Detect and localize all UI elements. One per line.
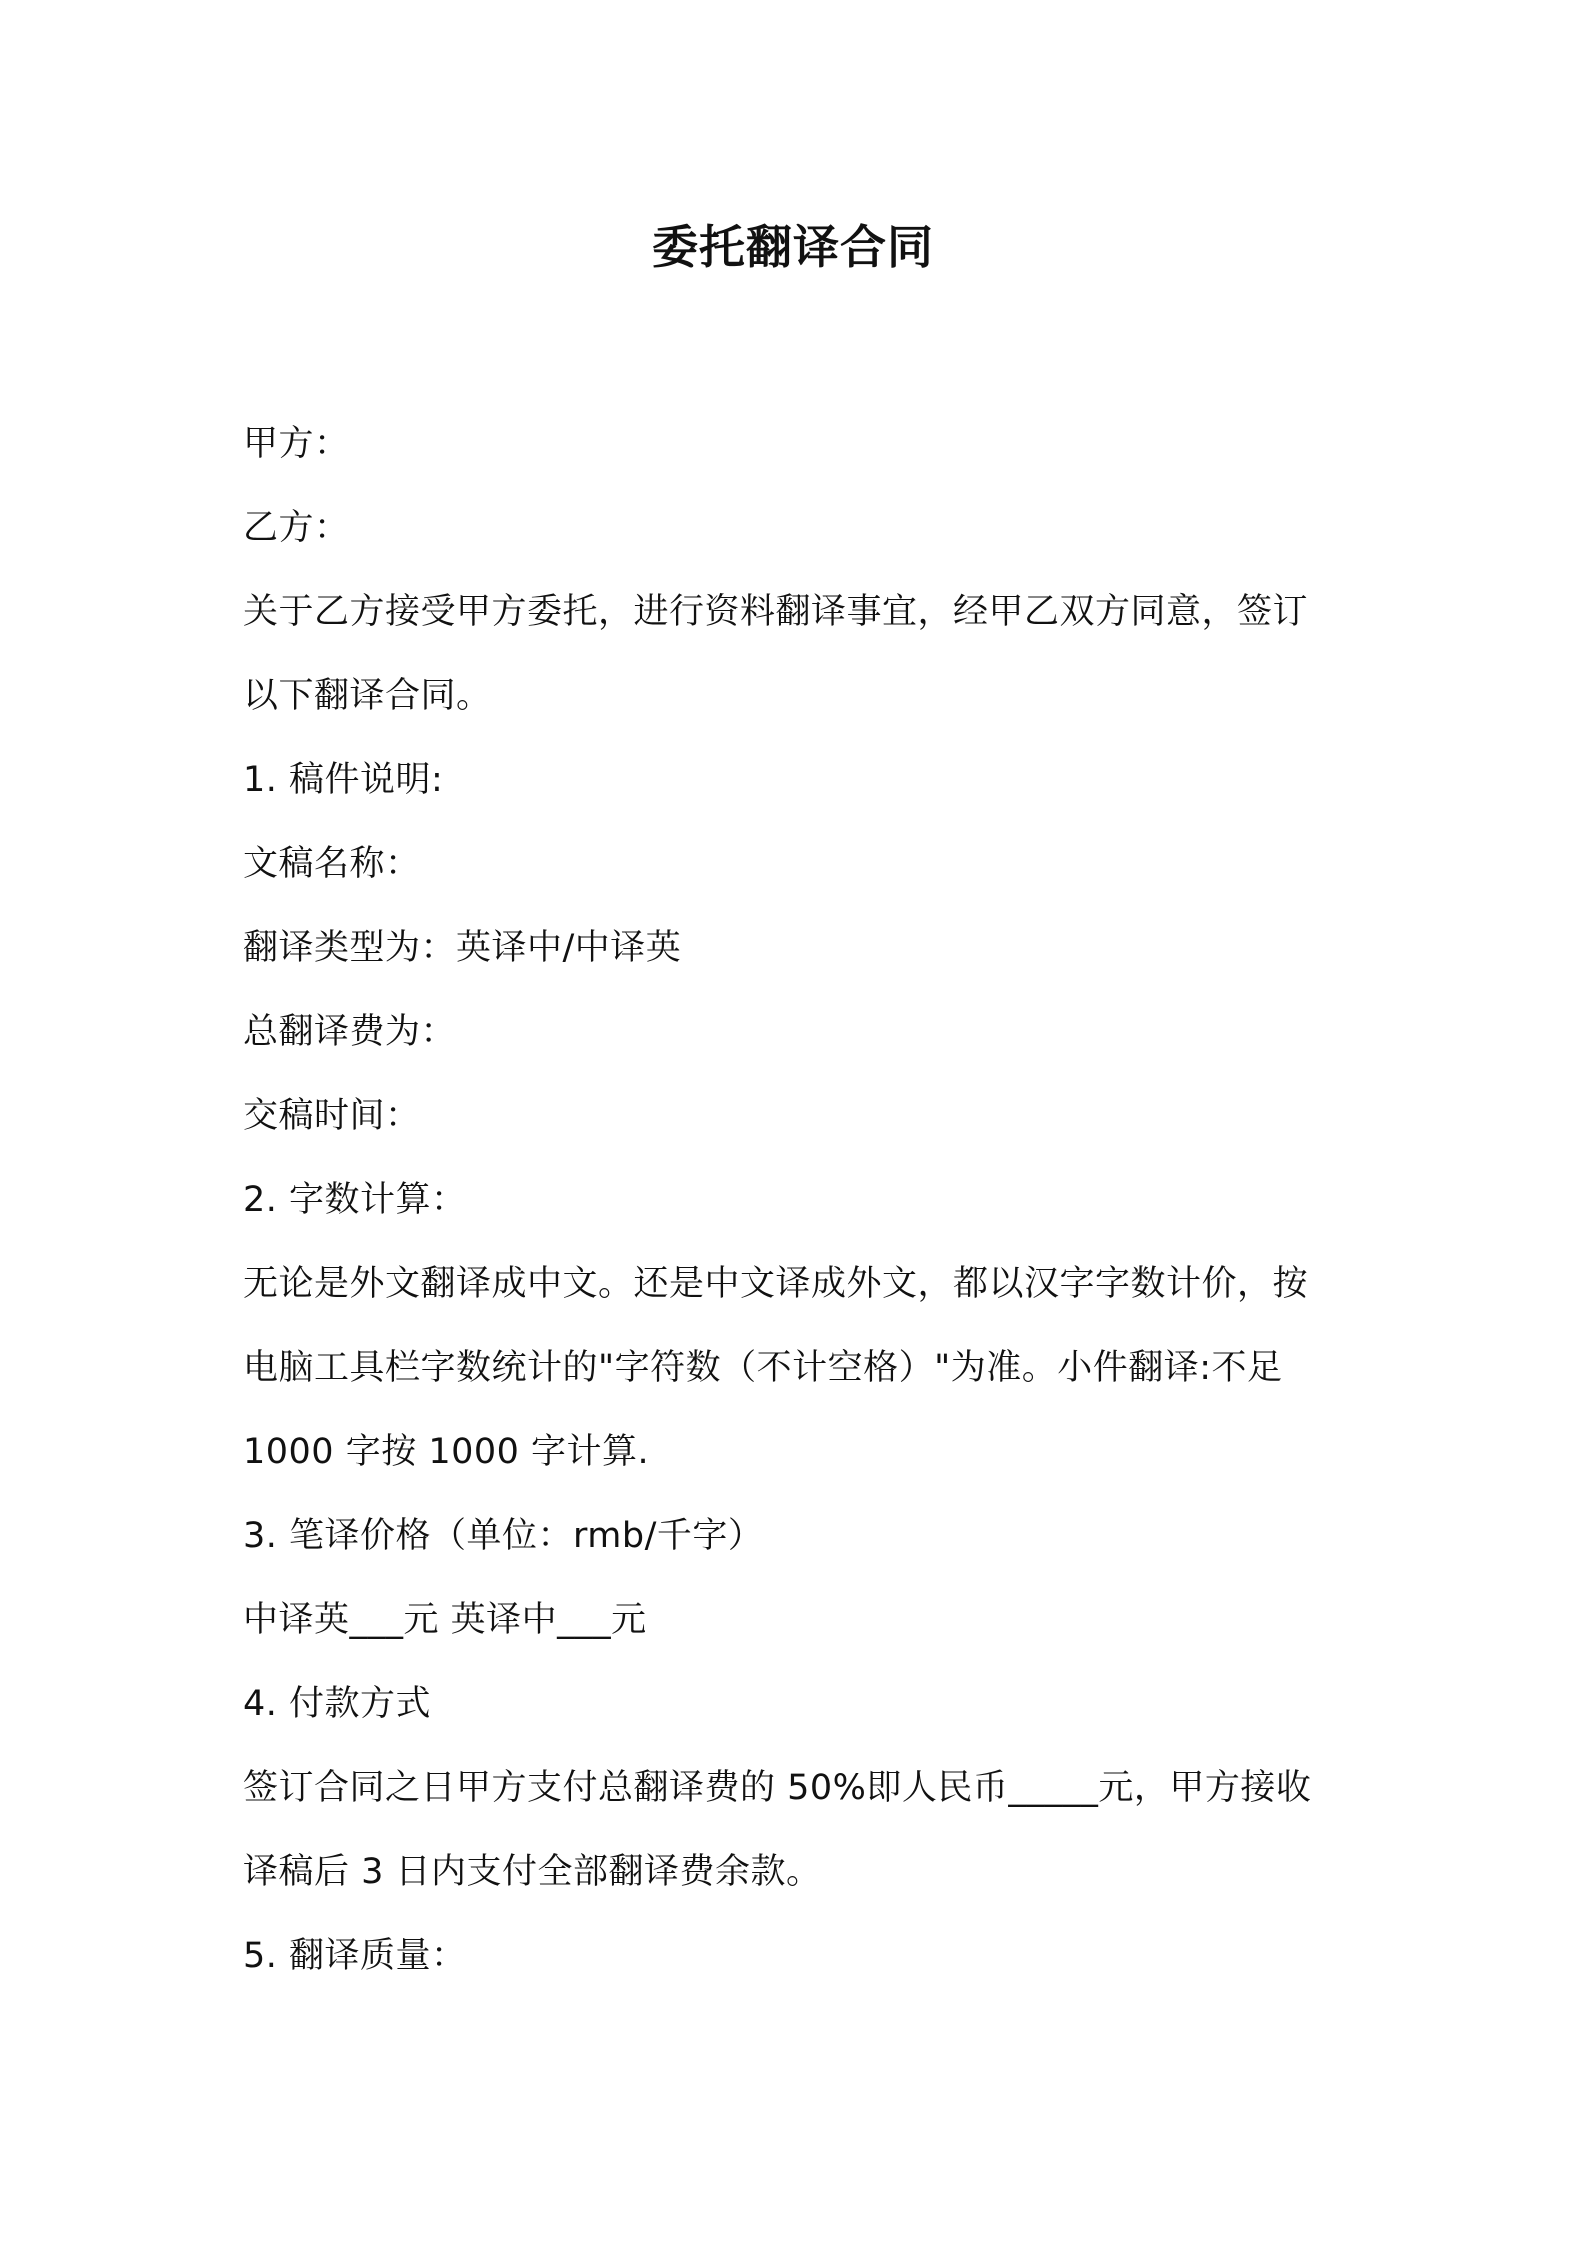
section-3-heading: 3. 笔译价格（单位：rmb/千字） [243, 1516, 764, 1556]
intro-paragraph-line-2: 以下翻译合同。 [243, 676, 492, 716]
translation-type-line: 翻译类型为：英译中/中译英 [243, 928, 682, 968]
intro-paragraph-line-1: 关于乙方接受甲方委托，进行资料翻译事宜，经甲乙双方同意，签订 [243, 592, 1309, 632]
payment-paragraph-line-1: 签订合同之日甲方支付总翻译费的 50%即人民币_____元，甲方接收 [243, 1768, 1312, 1808]
document-name-line: 文稿名称： [243, 844, 421, 884]
word-count-paragraph-line-1: 无论是外文翻译成中文。还是中文译成外文，都以汉字字数计价，按 [243, 1264, 1309, 1304]
section-4-heading: 4. 付款方式 [243, 1684, 432, 1724]
section-5-heading: 5. 翻译质量： [243, 1936, 467, 1976]
document-title: 委托翻译合同 [652, 220, 934, 274]
price-line: 中译英___元 英译中___元 [243, 1600, 647, 1640]
word-count-paragraph-line-3: 1000 字按 1000 字计算. [243, 1432, 650, 1472]
document-body [243, 402, 1363, 1998]
section-1-heading: 1. 稿件说明: [243, 760, 444, 800]
total-fee-line: 总翻译费为： [243, 1012, 457, 1052]
party-b-line: 乙方： [243, 508, 350, 548]
payment-paragraph-line-2: 译稿后 3 日内支付全部翻译费余款。 [243, 1852, 822, 1892]
party-a-line: 甲方： [243, 424, 350, 464]
word-count-paragraph-line-2: 电脑工具栏字数统计的"字符数（不计空格）"为准。小件翻译:不足 [243, 1348, 1283, 1388]
section-2-heading: 2. 字数计算： [243, 1180, 467, 1220]
delivery-time-line: 交稿时间： [243, 1096, 421, 1136]
